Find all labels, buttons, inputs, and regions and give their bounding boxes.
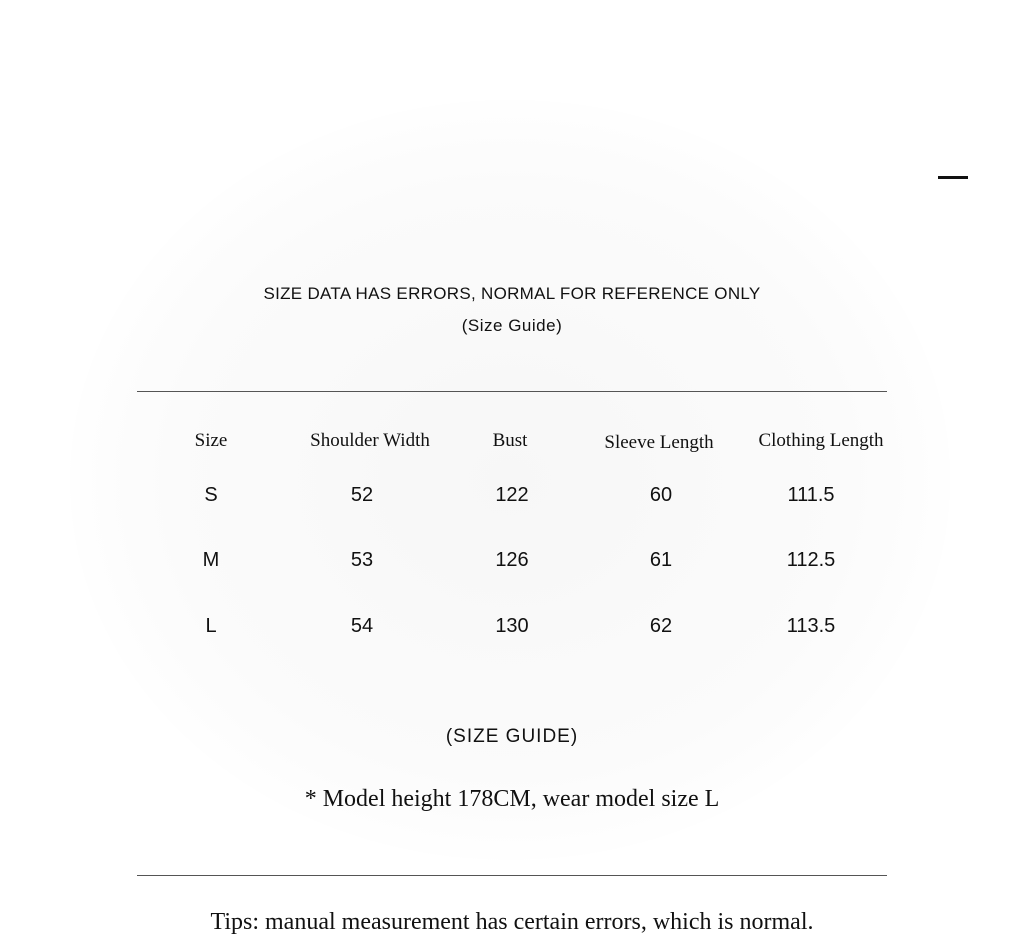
cell-shoulder-width: 52	[350, 484, 374, 506]
header-sleeve-length: Sleeve Length	[604, 432, 714, 453]
cell-sleeve-length: 61	[649, 549, 673, 571]
cell-bust: 130	[495, 615, 529, 637]
header-bust: Bust	[492, 430, 528, 451]
cell-shoulder-width: 54	[350, 615, 374, 637]
top-divider	[137, 391, 887, 392]
cell-clothing-length: 111.5	[787, 484, 835, 506]
cell-bust: 126	[495, 549, 529, 571]
size-guide-caption: (SIZE GUIDE)	[445, 726, 579, 747]
cell-sleeve-length: 60	[649, 484, 673, 506]
header-size: Size	[194, 430, 228, 451]
tips-text: Tips: manual measurement has certain errors, which is normal.	[210, 909, 814, 935]
cell-size: L	[205, 615, 217, 637]
cell-clothing-length: 113.5	[786, 615, 836, 637]
cell-sleeve-length: 62	[649, 615, 673, 637]
cell-clothing-length: 112.5	[786, 549, 836, 571]
cell-shoulder-width: 53	[350, 549, 374, 571]
size-notice: SIZE DATA HAS ERRORS, NORMAL FOR REFERENCE ONLY	[263, 284, 761, 303]
bottom-divider	[137, 875, 887, 876]
cell-size: M	[202, 549, 220, 571]
cell-bust: 122	[495, 484, 529, 506]
minimize-dash-icon[interactable]	[938, 176, 968, 179]
header-clothing-length: Clothing Length	[758, 430, 884, 451]
cell-size: S	[204, 484, 218, 506]
header-shoulder-width: Shoulder Width	[310, 430, 430, 451]
size-guide-subtitle: (Size Guide)	[461, 316, 563, 335]
model-note: * Model height 178CM, wear model size L	[304, 786, 720, 812]
